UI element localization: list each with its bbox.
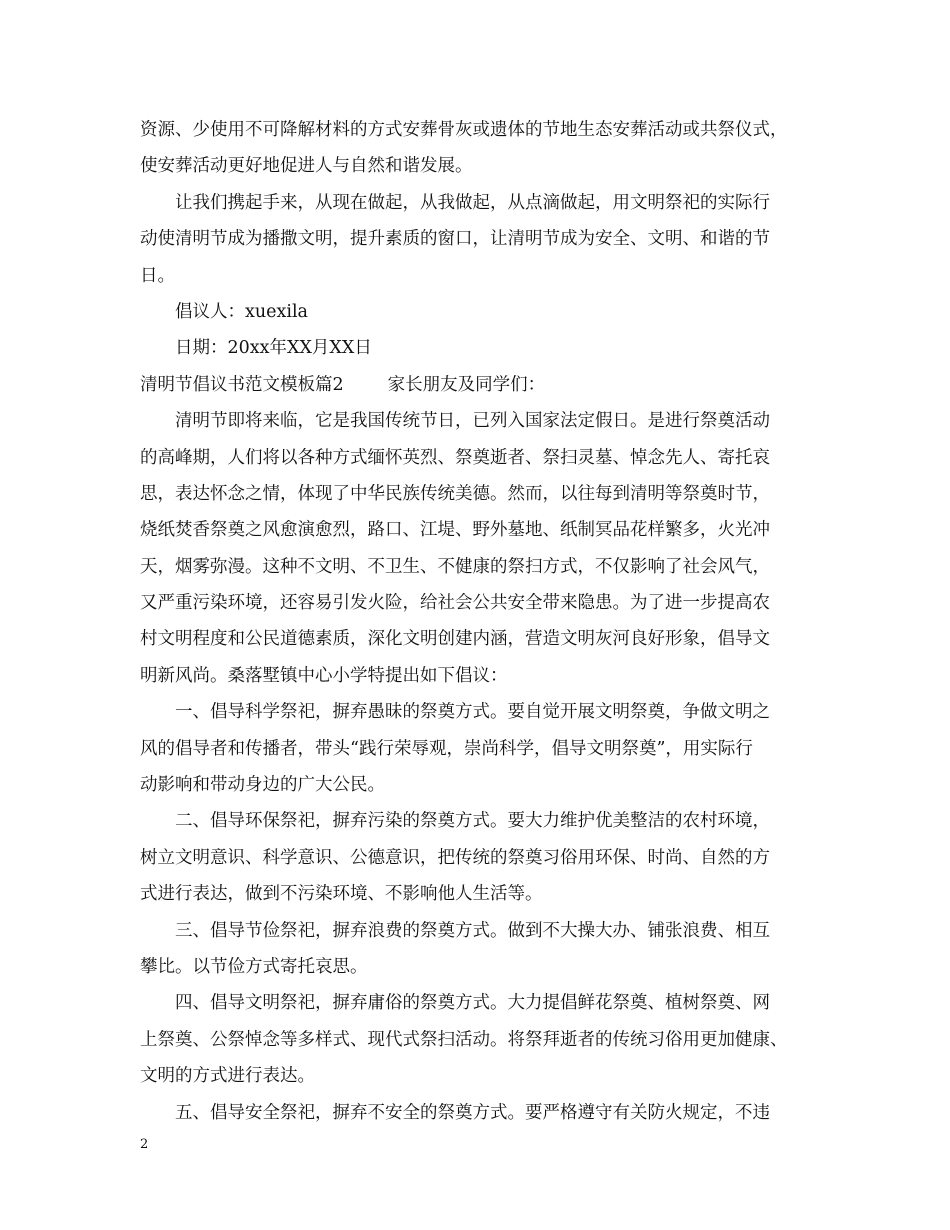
page-number: 2	[140, 1137, 149, 1152]
text-line: 文明的方式进行表达。	[140, 1066, 315, 1087]
text-line: 树立文明意识、科学意识、公德意识，把传统的祭奠习俗用环保、时尚、自然的方	[140, 847, 770, 868]
text-line: 又严重污染环境，还容易引发火险，给社会公共安全带来隐患。为了进一步提高农	[140, 593, 770, 614]
section-heading-line	[140, 367, 830, 403]
text-line: 风的倡导者和传播者，带头“践行荣辱观，崇尚科学，倡导文明祭奠”，用实际行	[140, 738, 753, 759]
text-line: 资源、少使用不可降解材料的方式安葬骨灰或遗体的节地生态安葬活动或共祭仪式，	[140, 120, 788, 140]
text-line: 村文明程度和公民道德素质，深化文明创建内涵，营造文明灰河良好形象，倡导文	[140, 629, 770, 650]
text-line: 上祭奠、公祭悼念等多样式、现代式祭扫活动。将祭拜逝者的传统习俗用更加健康、	[140, 1029, 788, 1050]
text-line: 的高峰期，人们将以各种方式缅怀英烈、祭奠逝者、祭扫灵墓、悼念先人、寄托哀	[140, 447, 770, 468]
text-line: 攀比。以节俭方式寄托哀思。	[140, 956, 368, 977]
text-line: 四、倡导文明祭祀，摒弃庸俗的祭奠方式。大力提倡鲜花祭奠、植树祭奠、网	[175, 993, 770, 1014]
proposal-paragraphs	[140, 403, 830, 1131]
text-line: 清明节即将来临，它是我国传统节日，已列入国家法定假日。是进行祭奠活动	[175, 411, 770, 432]
text-line: 五、倡导安全祭祀，摒弃不安全的祭奠方式。要严格遵守有关防火规定，不违	[175, 1102, 770, 1123]
text-line: 烧纸焚香祭奠之风愈演愈烈，路口、江堤、野外墓地、纸制冥品花样繁多，火光冲	[140, 520, 770, 541]
document-body	[140, 112, 830, 1131]
text-line: 日期：20xx年XX月XX日	[175, 338, 372, 359]
text-line: 二、倡导环保祭祀，摒弃污染的祭奠方式。要大力维护优美整洁的农村环境，	[175, 811, 770, 832]
text-line: 动使清明节成为播撒文明，提升素质的窗口，让清明节成为安全、文明、和谐的节	[140, 229, 770, 250]
greeting-text: 家长朋友及同学们：	[387, 374, 546, 395]
text-line: 使安葬活动更好地促进人与自然和谐发展。	[140, 156, 473, 177]
text-line: 让我们携起手来，从现在做起，从我做起，从点滴做起，用文明祭祀的实际行	[175, 192, 770, 213]
intro-paragraphs	[140, 112, 830, 367]
text-line: 日。	[140, 265, 175, 286]
text-line: 明新风尚。桑落墅镇中心小学特提出如下倡议：	[140, 665, 508, 686]
section-title: 清明节倡议书范文模板篇2	[140, 374, 344, 395]
text-line: 一、倡导科学祭祀，摒弃愚昧的祭奠方式。要自觉开展文明祭奠，争做文明之	[175, 702, 770, 723]
text-line: 式进行表达，做到不污染环境、不影响他人生活等。	[140, 884, 543, 905]
text-line: 动影响和带动身边的广大公民。	[140, 775, 385, 796]
text-line: 思，表达怀念之情，体现了中华民族传统美德。然而，以往每到清明等祭奠时节，	[140, 483, 770, 504]
text-line: 天，烟雾弥漫。这种不文明、不卫生、不健康的祭扫方式，不仅影响了社会风气，	[140, 556, 770, 577]
text-line: 三、倡导节俭祭祀，摒弃浪费的祭奠方式。做到不大操大办、铺张浪费、相互	[175, 920, 770, 941]
text-line: 倡议人：xuexila	[175, 301, 308, 322]
